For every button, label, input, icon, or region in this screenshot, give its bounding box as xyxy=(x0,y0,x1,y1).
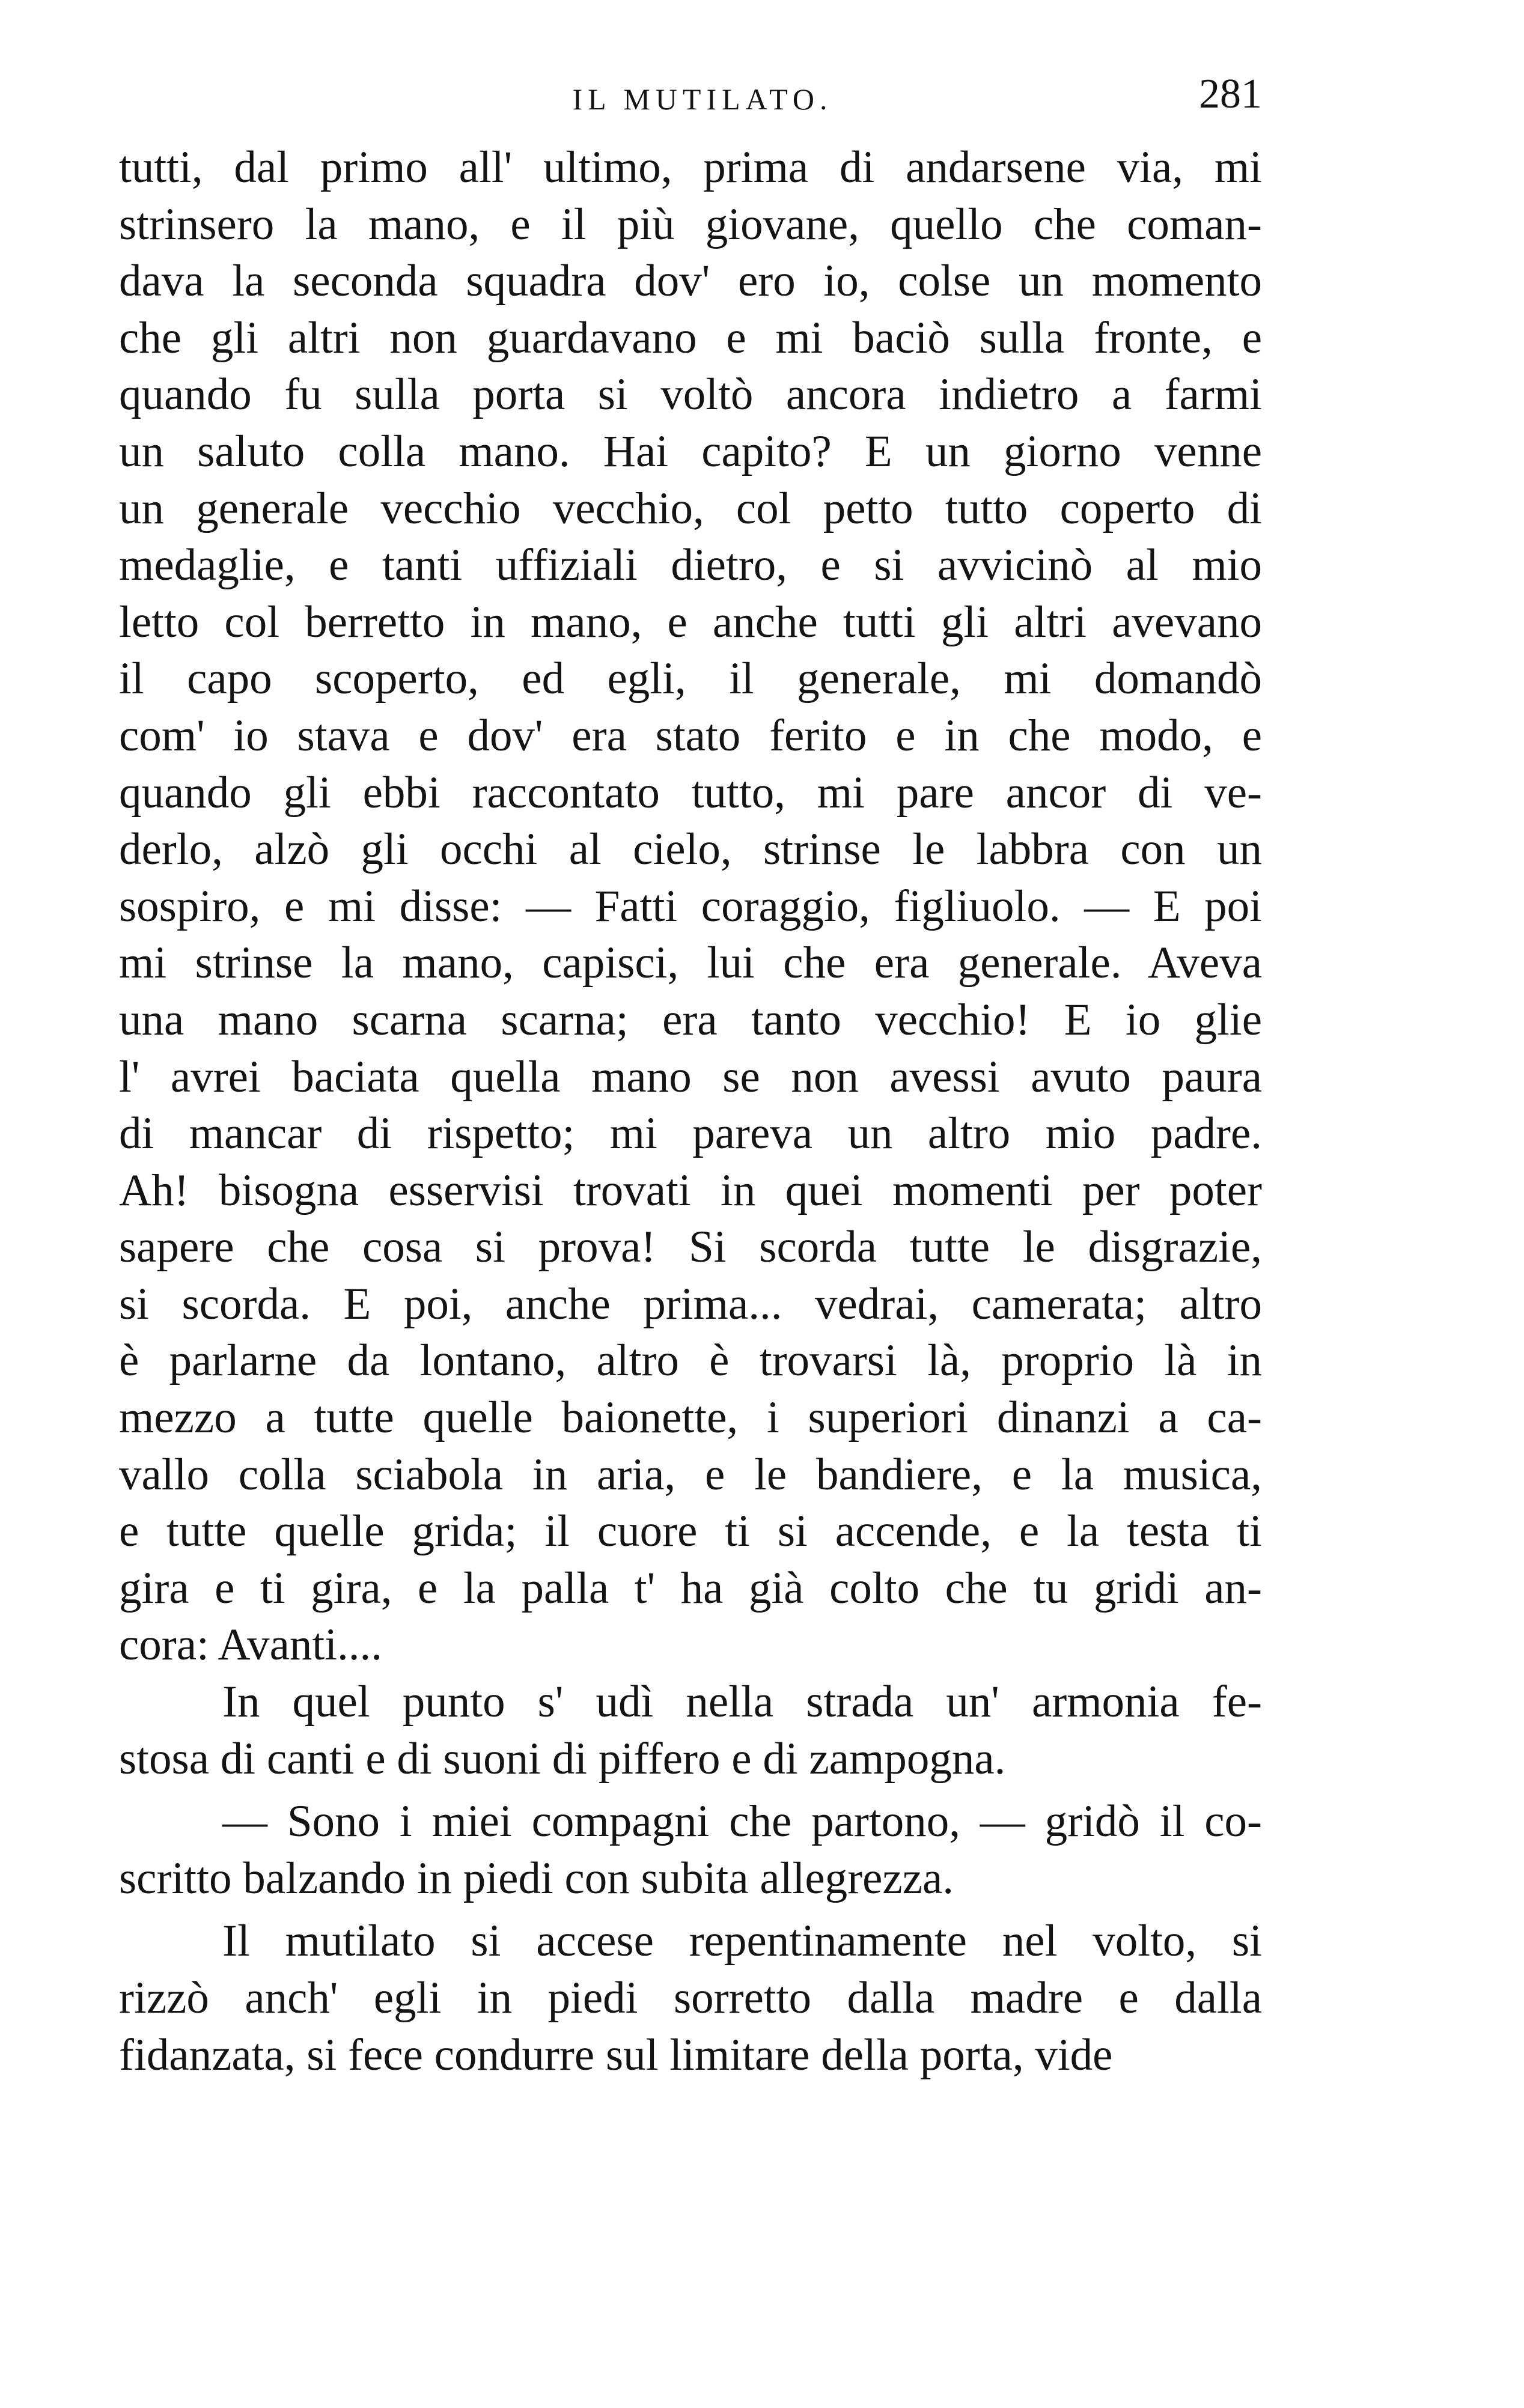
text-line: sapere che cosa si prova! Si scorda tutte le disgrazie, xyxy=(119,1222,1262,1272)
page-number: 281 xyxy=(1199,71,1262,117)
paragraph-gap xyxy=(119,1907,1262,1913)
text-line: mezzo a tutte quelle baionette, i superiori dinanzi a ca- xyxy=(119,1393,1262,1443)
text-line: una mano scarna scarna; era tanto vecchio! E io glie xyxy=(119,994,1262,1045)
text-line: quando fu sulla porta si voltò ancora indietro a farmi xyxy=(119,369,1262,420)
text-line: è parlarne da lontano, altro è trovarsi là, proprio là in xyxy=(119,1336,1262,1386)
text-line: il capo scoperto, ed egli, il generale, mi domandò xyxy=(119,654,1262,704)
running-title: IL MUTILATO. xyxy=(572,82,833,116)
text-line: un generale vecchio vecchio, col petto tutto coperto di xyxy=(119,483,1262,534)
text-line: vallo colla sciabola in aria, e le bandiere, e la musica, xyxy=(119,1449,1262,1500)
text-line: medaglie, e tanti uffiziali dietro, e si avvicinò al mio xyxy=(119,540,1262,591)
text-line: fidanzata, si fece condurre sul limitare della porta, vide xyxy=(119,2029,1113,2080)
text-line: stosa di canti e di suoni di piffero e di zampogna. xyxy=(119,1733,1006,1784)
text-line: dava la seconda squadra dov' ero io, colse un momento xyxy=(119,256,1262,306)
text-line: si scorda. E poi, anche prima... vedrai, camerata; altro xyxy=(119,1278,1262,1329)
paragraph xyxy=(119,139,1262,1674)
text-line: quando gli ebbi raccontato tutto, mi pare ancor di ve- xyxy=(119,767,1262,818)
text-line: Il mutilato si accese repentinamente nel volto, si xyxy=(222,1916,1262,1966)
text-line: e tutte quelle grida; il cuore ti si accende, e la testa ti xyxy=(119,1506,1262,1557)
text-line: derlo, alzò gli occhi al cielo, strinse le labbra con un xyxy=(119,824,1262,875)
running-head xyxy=(119,67,1262,133)
text-line: di mancar di rispetto; mi pareva un altro mio padre. xyxy=(119,1108,1262,1159)
paragraph xyxy=(119,1793,1262,1907)
text-body xyxy=(119,139,1262,2084)
text-line: strinsero la mano, e il più giovane, quello che coman- xyxy=(119,199,1262,249)
text-line: sospiro, e mi disse: — Fatti coraggio, figliuolo. — E poi xyxy=(119,881,1262,931)
text-line: com' io stava e dov' era stato ferito e in che modo, e xyxy=(119,710,1262,761)
text-line: Ah! bisogna esservisi trovati in quei momenti per poter xyxy=(119,1165,1262,1215)
paragraph-gap xyxy=(119,1787,1262,1793)
text-line: scritto balzando in piedi con subita allegrezza. xyxy=(119,1853,954,1903)
text-line: un saluto colla mano. Hai capito? E un giorno venne xyxy=(119,426,1262,476)
text-line: In quel punto s' udì nella strada un' armonia fe- xyxy=(222,1677,1262,1727)
text-line: letto col berretto in mano, e anche tutti gli altri avevano xyxy=(119,597,1262,647)
text-line: gira e ti gira, e la palla t' ha già colto che tu gridi an- xyxy=(119,1563,1262,1613)
text-line: rizzò anch' egli in piedi sorretto dalla madre e dalla xyxy=(119,1973,1262,2023)
text-line: tutti, dal primo all' ultimo, prima di andarsene via, mi xyxy=(119,142,1262,192)
text-line: che gli altri non guardavano e mi baciò sulla fronte, e xyxy=(119,312,1262,363)
text-line: cora: Avanti.... xyxy=(119,1620,383,1670)
paragraph xyxy=(119,1674,1262,1787)
text-line: l' avrei baciata quella mano se non avessi avuto paura xyxy=(119,1051,1262,1102)
paragraph xyxy=(119,1913,1262,2084)
text-line: — Sono i miei compagni che partono, — gridò il co- xyxy=(222,1796,1262,1847)
text-line: mi strinse la mano, capisci, lui che era generale. Aveva xyxy=(119,938,1262,988)
